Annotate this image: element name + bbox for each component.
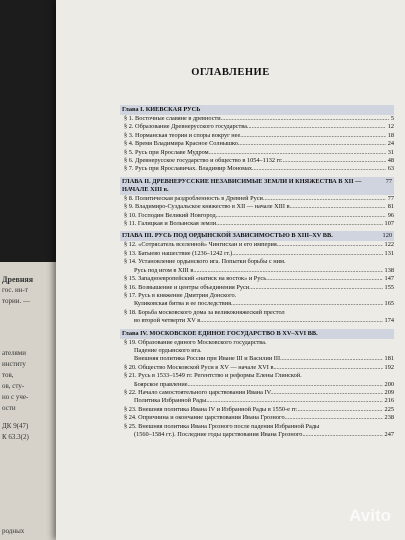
toc-entry xyxy=(120,364,394,372)
left-page-fragment: К 63.3(2) xyxy=(2,433,29,441)
toc-entry xyxy=(120,339,394,347)
entry-title: § 7. Русь при Ярославичах. Владимир Мономах ..... xyxy=(124,165,386,173)
entry-title: Куликовская битва и ее последствия ..... xyxy=(134,300,383,308)
entry-page: 200 xyxy=(384,380,394,388)
toc-entry xyxy=(120,423,394,431)
entry-title: § 1. Восточные славяне в древности ..... xyxy=(124,115,389,123)
entry-title: § 12. «Сотрясатель вселенной» Чингисхан и его империя ..... xyxy=(124,241,383,249)
toc-title: ОГЛАВЛЕНИЕ xyxy=(191,67,270,78)
entry-page xyxy=(392,258,394,266)
entry-title: (1560–1584 гг.). Последние годы царствования Ивана Грозного ..... xyxy=(134,431,383,439)
entry-page: 192 xyxy=(384,363,394,371)
toc-entry xyxy=(120,397,394,405)
table-of-contents xyxy=(120,102,394,439)
entry-page xyxy=(392,372,394,380)
entry-page xyxy=(392,423,394,431)
toc-entry xyxy=(120,355,394,363)
left-page-fragment: ов, сту- xyxy=(2,382,25,390)
left-page-fragment: ДК 9(47) xyxy=(2,422,29,430)
entry-page: 247 xyxy=(384,431,394,438)
entry-page: 24 xyxy=(387,140,394,148)
book-page xyxy=(56,0,405,540)
toc-entry xyxy=(120,140,394,148)
toc-entry xyxy=(120,292,394,300)
entry-title: § 13. Батыево нашествие (1236–1242 гг.) ..... xyxy=(124,250,383,258)
toc-entry xyxy=(120,372,394,380)
toc-entry xyxy=(120,309,394,317)
chapter-page: 120 xyxy=(382,232,392,240)
toc-entry xyxy=(120,149,394,157)
entry-page: 5 xyxy=(390,115,394,122)
entry-page xyxy=(392,347,394,355)
toc-entry xyxy=(120,414,394,422)
entry-title: § 24. Опричнина и окончание царствования Ивана Грозного ..... xyxy=(124,414,383,422)
left-page-fragment: институ xyxy=(2,360,26,368)
toc-chapter xyxy=(120,231,394,241)
toc-chapter xyxy=(120,105,394,115)
toc-entry xyxy=(120,212,394,220)
entry-page: 174 xyxy=(384,317,394,325)
toc-entry xyxy=(120,132,394,140)
toc-entry xyxy=(120,284,394,292)
entry-title: § 16. Возвышение и центры объединения Руси ..... xyxy=(124,284,383,292)
toc-entry xyxy=(120,406,394,414)
entry-title: Падение ордынского ига. xyxy=(134,346,202,354)
entry-page xyxy=(392,339,394,347)
left-page-fragment: родных xyxy=(2,527,25,535)
entry-page: 138 xyxy=(384,266,394,274)
toc-chapter xyxy=(120,329,394,339)
chapter-title: ГЛАВА III. РУСЬ ПОД ОРДЫНСКОЙ ЗАВИСИМОСТЬЮ В XIII–XV ВВ. xyxy=(122,232,333,240)
toc-entry xyxy=(120,300,394,308)
left-page xyxy=(0,262,58,540)
entry-title: § 9. Владимиро-Суздальское княжество в XII — начале XIII в. ..... xyxy=(124,203,386,211)
toc-entry xyxy=(120,241,394,249)
entry-page: 18 xyxy=(387,131,394,139)
left-page-fragment: ости xyxy=(2,404,16,412)
entry-page: 131 xyxy=(384,249,394,257)
entry-title: § 2. Образование Древнерусского государства ..... xyxy=(124,123,386,131)
entry-page: 31 xyxy=(387,148,394,156)
toc-entry xyxy=(120,157,394,165)
chapter-title: Глава I. КИЕВСКАЯ РУСЬ xyxy=(122,106,201,113)
entry-title: § 6. Древнерусское государство и общество в 1054–1132 гг. ..... xyxy=(124,157,386,165)
left-page-fragment: но с уче- xyxy=(2,393,29,401)
toc-chapter xyxy=(120,177,394,195)
entry-title: § 19. Образование единого Московского государства. xyxy=(124,338,267,346)
left-page-fragment: тов, xyxy=(2,371,14,379)
entry-page: 63 xyxy=(387,165,394,173)
left-page-fragment: Древняя xyxy=(2,275,34,284)
toc-entry xyxy=(120,317,394,325)
entry-title: § 3. Норманская теория и споры вокруг нее ..... xyxy=(124,132,386,140)
entry-page: 216 xyxy=(384,397,394,405)
left-page-fragment: ателями xyxy=(2,349,26,357)
entry-page: 165 xyxy=(384,300,394,308)
toc-entry xyxy=(120,267,394,275)
toc-entry xyxy=(120,347,394,355)
toc-entry xyxy=(120,431,394,439)
chapter-page xyxy=(390,330,392,338)
entry-title: Политика Избранной Рады ..... xyxy=(134,397,383,405)
entry-page: 12 xyxy=(387,123,394,131)
toc-entry xyxy=(120,165,394,173)
entry-title: § 15. Западноевропейский «натиск на восток» и Русь ..... xyxy=(124,275,383,283)
entry-title: Внешняя политика России при Иване III и Василии III ..... xyxy=(134,355,383,363)
entry-title: § 18. Борьба московского дома за великокняжеский престол xyxy=(124,308,285,316)
toc-entry xyxy=(120,250,394,258)
entry-title: § 8. Политическая раздробленность в Древней Руси ..... xyxy=(124,195,386,203)
toc-entry xyxy=(120,275,394,283)
chapter-page: 77 xyxy=(385,177,392,185)
entry-page: 122 xyxy=(384,241,394,249)
entry-title: § 22. Начало самостоятельного царствования Ивана IV. ..... xyxy=(124,389,383,397)
entry-page: 81 xyxy=(387,203,394,211)
entry-page: 107 xyxy=(384,220,394,228)
entry-title: § 5. Русь при Ярославе Мудром ..... xyxy=(124,149,386,157)
entry-title: § 4. Время Владимира Красное Солнышко ..... xyxy=(124,140,386,148)
entry-page: 209 xyxy=(384,388,394,396)
toc-entry xyxy=(120,123,394,131)
chapter-title: Глава IV. МОСКОВСКОЕ ЕДИНОЕ ГОСУДАРСТВО В XV–XVI ВВ. xyxy=(122,329,318,337)
entry-page: 77 xyxy=(387,194,394,202)
entry-page: 96 xyxy=(387,211,394,219)
entry-page xyxy=(392,309,394,317)
toc-entry xyxy=(120,258,394,266)
entry-page xyxy=(392,292,394,300)
entry-title: § 17. Русь в княжение Дмитрия Донского. xyxy=(124,291,237,299)
chapter-title: ГЛАВА II. ДРЕВНЕРУССКИЕ НЕЗАВИСИМЫЕ ЗЕМЛИ И КНЯЖЕСТВА В XII — НАЧАЛЕ XIII в. xyxy=(122,177,362,193)
entry-page: 225 xyxy=(384,405,394,413)
entry-title: § 20. Общество Московской Руси в XV — начале XVI в. ..... xyxy=(124,364,383,372)
entry-title: § 10. Господин Великий Новгород ..... xyxy=(124,212,386,220)
entry-page: 238 xyxy=(384,414,394,422)
entry-page: 155 xyxy=(384,283,394,291)
toc-entry xyxy=(120,389,394,397)
entry-title: Русь под игом в XIII в. ..... xyxy=(134,267,383,275)
toc-entry xyxy=(120,195,394,203)
entry-title: § 23. Внешняя политика Ивана IV и Избранной Рады в 1550-е гг. ..... xyxy=(124,406,383,414)
left-page-fragment: гос. ин-т xyxy=(2,286,28,294)
entry-page: 181 xyxy=(384,355,394,363)
entry-title: § 25. Внешняя политика Ивана Грозного после падения Избранной Рады xyxy=(124,422,320,430)
chapter-page xyxy=(390,106,392,114)
entry-title: во второй четверти XV в. ..... xyxy=(134,317,383,325)
entry-title: § 14. Установление ордынского ига. Попытки борьбы с ним. xyxy=(124,258,286,266)
toc-entry xyxy=(120,115,394,123)
toc-entry xyxy=(120,203,394,211)
toc-entry xyxy=(120,220,394,228)
left-page-fragment: тории. — xyxy=(2,297,30,305)
entry-title: § 11. Галицкая и Волынская земли ..... xyxy=(124,220,383,228)
avito-watermark: Avito xyxy=(349,506,391,525)
entry-title: § 21. Русь в 1533–1549 гг. Регентство и реформы Елены Глинской. xyxy=(124,372,302,380)
entry-title: Боярское правление ..... xyxy=(134,381,383,389)
toc-entry xyxy=(120,381,394,389)
entry-page: 48 xyxy=(387,157,394,165)
entry-page: 147 xyxy=(384,275,394,283)
